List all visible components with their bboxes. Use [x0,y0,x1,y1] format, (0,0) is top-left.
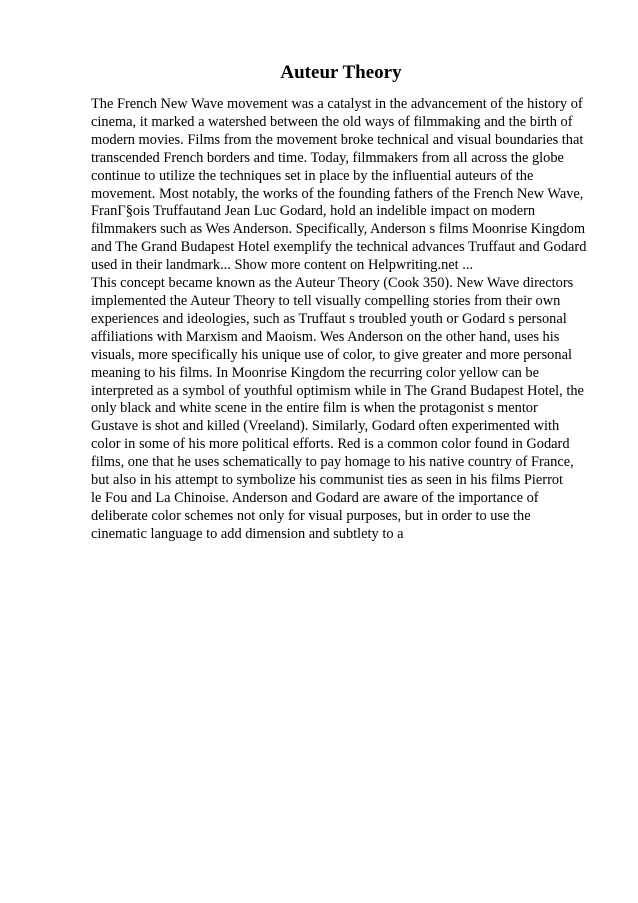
body-line: deliberate color schemes not only for visual purposes, but in order to use the [91,507,531,524]
body-line: used in their landmark... Show more content on Helpwriting.net ... [91,257,474,274]
body-line: continue to utilize the techniques set in place by the influential auteurs of the [91,167,534,184]
body-line: and The Grand Budapest Hotel exemplify the technical advances Truffaut and Godard [91,239,587,256]
body-line: cinema, it marked a watershed between the old ways of filmmaking and the birth of [91,113,573,130]
body-line: experiences and ideologies, such as Truffaut s troubled youth or Godard s personal [91,310,567,327]
body-line: transcended French borders and time. Today, filmmakers from all across the globe [91,149,564,166]
body-line: implemented the Auteur Theory to tell visually compelling stories from their own [91,292,561,309]
body-line: modern movies. Films from the movement broke technical and visual boundaries that [91,131,584,148]
body-line: FranГ§ois Truffautand Jean Luc Godard, hold an indelible impact on modern [91,203,536,220]
body-line: Gustave is shot and killed (Vreeland). Similarly, Godard often experimented with [91,418,560,435]
body-line: affiliations with Marxism and Maoism. Wes Anderson on the other hand, uses his [91,328,560,345]
body-line: color in some of his more political efforts. Red is a common color found in Godard [91,436,570,453]
body-line: but also in his attempt to symbolize his communist ties as seen in his films Pierrot [91,472,564,489]
body-line: meaning to his films. In Moonrise Kingdom the recurring color yellow can be [91,364,540,381]
body-line: only black and white scene in the entire film is when the protagonist s mentor [91,400,538,417]
body-line: visuals, more specifically his unique use of color, to give greater and more personal [91,346,572,363]
body-line: filmmakers such as Wes Anderson. Specifically, Anderson s films Moonrise Kingdom [91,221,586,238]
body-line: cinematic language to add dimension and subtlety to a [91,525,404,542]
body-line: le Fou and La Chinoise. Anderson and Godard are aware of the importance of [91,489,539,506]
body-line: interpreted as a symbol of youthful optimism while in The Grand Budapest Hotel, the [91,382,584,399]
body-line: This concept became known as the Auteur Theory (Cook 350). New Wave directors [91,275,574,292]
body-line: films, one that he uses schematically to pay homage to his native country of France, [91,454,574,471]
body-line: The French New Wave movement was a catalyst in the advancement of the history of [91,96,583,112]
document-title: Auteur Theory [280,62,402,83]
document-body [91,96,601,544]
body-line: movement. Most notably, the works of the founding fathers of the French New Wave, [91,185,584,202]
